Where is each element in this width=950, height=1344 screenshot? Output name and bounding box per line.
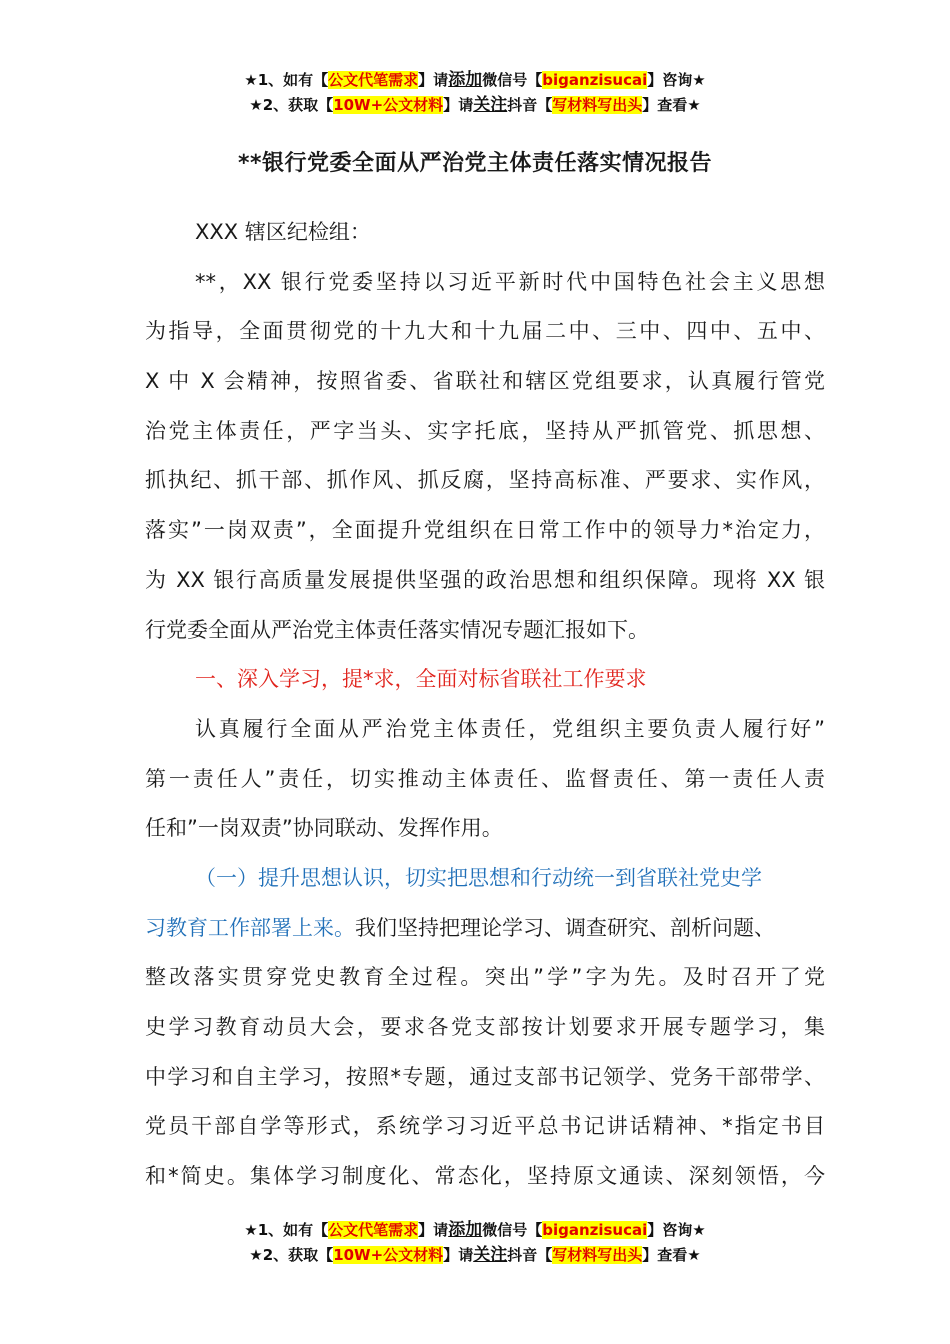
header-banner bbox=[0, 68, 950, 118]
banner-text: ★1、如有【 bbox=[244, 71, 329, 89]
wechat-id: biganzisucai bbox=[542, 71, 648, 89]
emphasis-text: 关注 bbox=[473, 95, 508, 115]
douyin-account: 写材料写出头 bbox=[552, 96, 643, 114]
banner-text: 】请 bbox=[443, 1246, 474, 1264]
highlighted-text: 10W+公文材料 bbox=[333, 96, 444, 114]
salutation: XXX 辖区纪检组： bbox=[195, 220, 371, 244]
banner-text: 微信号【 bbox=[482, 71, 543, 89]
paragraph-line: 认真履行全面从严治党主体责任，党组织主要负责人履行好” bbox=[195, 716, 825, 741]
subsection-heading-1-cont: 习教育工作部署上来。 bbox=[145, 915, 355, 940]
banner-text: ★2、获取【 bbox=[249, 1246, 334, 1264]
paragraph-line bbox=[145, 904, 825, 954]
paragraph-line: 为 XX 银行高质量发展提供坚强的政治思想和组织保障。现将 XX 银 bbox=[145, 567, 825, 592]
document-title: **银行党委全面从严治党主体责任落实情况报告 bbox=[237, 151, 712, 176]
banner-line-1 bbox=[0, 1218, 950, 1243]
paragraph-line: 为指导，全面贯彻党的十九大和十九届二中、三中、四中、五中、 bbox=[145, 319, 825, 344]
banner-text: 】请 bbox=[418, 1221, 449, 1239]
wechat-id: biganzisucai bbox=[542, 1221, 648, 1239]
paragraph-line: 和*简史。集体学习制度化、常态化，坚持原文通读、深刻领悟，今 bbox=[145, 1164, 825, 1189]
banner-text: ★1、如有【 bbox=[244, 1221, 329, 1239]
banner-text: 】查看★ bbox=[642, 96, 701, 114]
banner-text: 抖音【 bbox=[507, 96, 553, 114]
paragraph-line: 落实”一岗双责”，全面提升党组织在日常工作中的领导力*治定力， bbox=[145, 518, 825, 543]
banner-line-2 bbox=[0, 1243, 950, 1268]
paragraph-line: 行党委全面从严治党主体责任落实情况专题汇报如下。 bbox=[145, 617, 649, 642]
banner-text: ★2、获取【 bbox=[249, 96, 334, 114]
subsection-heading-1: （一）提升思想认识，切实把思想和行动统一到省联社党史学 bbox=[195, 865, 762, 890]
paragraph-line: 第一责任人”责任，切实推动主体责任、监督责任、第一责任人责 bbox=[145, 766, 825, 791]
banner-text: 】请 bbox=[443, 96, 474, 114]
emphasis-text: 关注 bbox=[473, 1245, 508, 1265]
document-body bbox=[145, 208, 825, 1202]
section-heading-1: 一、深入学习，提*求，全面对标省联社工作要求 bbox=[195, 667, 647, 692]
highlighted-text: 10W+公文材料 bbox=[333, 1246, 444, 1264]
banner-text: 微信号【 bbox=[482, 1221, 543, 1239]
highlighted-text: 公文代笔需求 bbox=[328, 1221, 419, 1239]
paragraph-text: 我们坚持把理论学习、调查研究、剖析问题、 bbox=[355, 915, 775, 940]
banner-text: 】请 bbox=[418, 71, 449, 89]
banner-line-1 bbox=[0, 68, 950, 93]
paragraph-line: 中学习和自主学习，按照*专题，通过支部书记领学、党务干部带学、 bbox=[145, 1064, 825, 1089]
emphasis-text: 添加 bbox=[448, 70, 483, 90]
paragraph-line: 史学习教育动员大会，要求各党支部按计划要求开展专题学习，集 bbox=[145, 1015, 825, 1039]
banner-text: 】咨询★ bbox=[647, 71, 706, 89]
banner-text: 抖音【 bbox=[507, 1246, 553, 1264]
paragraph-line: 治党主体责任，严字当头、实字托底，坚持从严抓管党、抓思想、 bbox=[145, 418, 825, 443]
paragraph-line: 抓执纪、抓干部、抓作风、抓反腐，坚持高标准、严要求、实作风， bbox=[145, 468, 825, 493]
douyin-account: 写材料写出头 bbox=[552, 1246, 643, 1264]
banner-text: 】查看★ bbox=[642, 1246, 701, 1264]
paragraph-line: 整改落实贯穿党史教育全过程。突出”学”字为先。及时召开了党 bbox=[145, 965, 825, 990]
banner-text: 】咨询★ bbox=[647, 1221, 706, 1239]
paragraph-line: 党员干部自学等形式，系统学习习近平总书记讲话精神、*指定书目 bbox=[145, 1114, 825, 1139]
paragraph-line: X 中 X 会精神，按照省委、省联社和辖区党组要求，认真履行管党 bbox=[145, 369, 825, 394]
footer-banner bbox=[0, 1218, 950, 1268]
paragraph-line: 任和”一岗双责”协同联动、发挥作用。 bbox=[145, 816, 503, 841]
emphasis-text: 添加 bbox=[448, 1220, 483, 1240]
highlighted-text: 公文代笔需求 bbox=[328, 71, 419, 89]
paragraph-line: **，XX 银行党委坚持以习近平新时代中国特色社会主义思想 bbox=[195, 269, 825, 294]
banner-line-2 bbox=[0, 93, 950, 118]
